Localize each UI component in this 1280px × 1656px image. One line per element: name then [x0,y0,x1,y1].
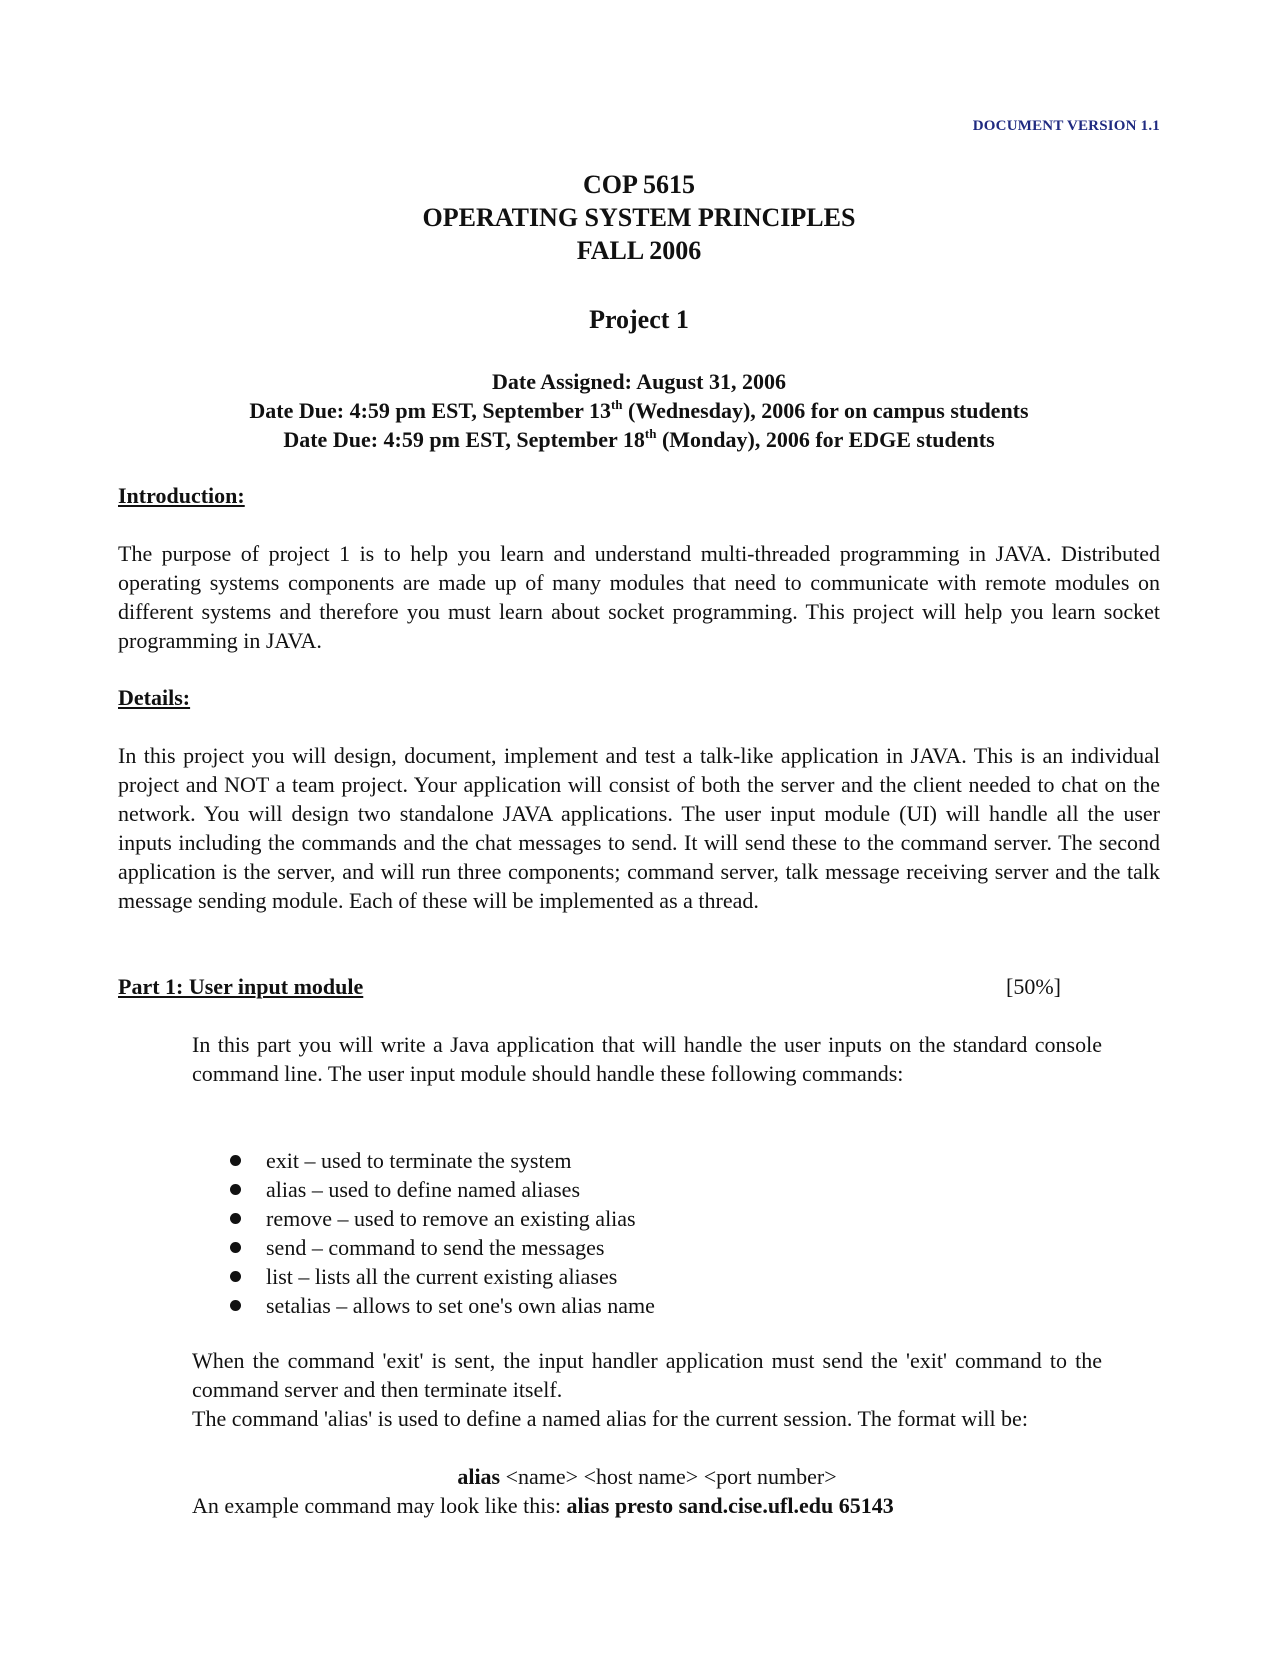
introduction-heading: Introduction: [118,483,245,508]
list-item: send – command to send the messages [226,1233,655,1262]
alias-example: An example command may look like this: alias presto sand.cise.ufl.edu 65143 [192,1493,894,1518]
bullet-icon [230,1242,241,1253]
part1-weight: [50%] [1006,974,1061,999]
introduction-text: The purpose of project 1 is to help you learn and understand multi-threaded programming in JAVA. Distributed operating systems components are made up of many modules that need to communicate with remote modules on different systems and therefore you must learn about socket programming. This project will help you learn socket programming in JAVA. [118,541,1160,653]
alias-command-text: The command 'alias' is used to define a named alias for the current session. The format will be: [192,1406,1028,1431]
part1-heading: Part 1: User input module [118,974,364,999]
list-item: list – lists all the current existing aliases [226,1262,655,1291]
details-text: In this project you will design, document, implement and test a talk-like application in JAVA. This is an individual project and NOT a team project. Your application will consist of both the server and the client needed to chat on the network. You will design two standalone JAVA applications. The user input module (UI) will handle all the user inputs including the commands and the chat messages to send. It will send these to the command server. The second application is the server, and will run three components; command server, talk message receiving server and the talk message sending module. Each of these will be implemented as a thread. [118,743,1160,913]
date-due-campus: Date Due: 4:59 pm EST, September 13th (Wednesday), 2006 for on campus students [249,397,1029,423]
bullet-icon [230,1184,241,1195]
dates-block [118,367,1160,454]
alias-syntax: alias <name> <host name> <port number> [457,1464,837,1489]
document-version: DOCUMENT VERSION 1.1 [972,118,1160,134]
project-title: Project 1 [589,305,689,334]
list-item: exit – used to terminate the system [226,1146,655,1175]
command-list [226,1146,655,1320]
details-heading: Details: [118,685,191,710]
bullet-icon [230,1155,241,1166]
list-item: setalias – allows to set one's own alias name [226,1291,655,1320]
course-code: COP 5615 [583,170,695,199]
exit-command-text: When the command 'exit' is sent, the input handler application must send the 'exit' command to the command server and then terminate itself. [192,1348,1102,1402]
bullet-icon [230,1213,241,1224]
course-header [118,168,1160,267]
list-item: alias – used to define named aliases [226,1175,655,1204]
part1-intro: In this part you will write a Java application that will handle the user inputs on the standard console command line. The user input module should handle these following commands: [192,1032,1102,1086]
course-name: OPERATING SYSTEM PRINCIPLES [422,203,856,232]
bullet-icon [230,1271,241,1282]
date-due-edge: Date Due: 4:59 pm EST, September 18th (Monday), 2006 for EDGE students [283,426,995,452]
date-assigned: Date Assigned: August 31, 2006 [492,369,786,394]
list-item: remove – used to remove an existing alias [226,1204,655,1233]
bullet-icon [230,1300,241,1311]
course-term: FALL 2006 [576,236,702,265]
